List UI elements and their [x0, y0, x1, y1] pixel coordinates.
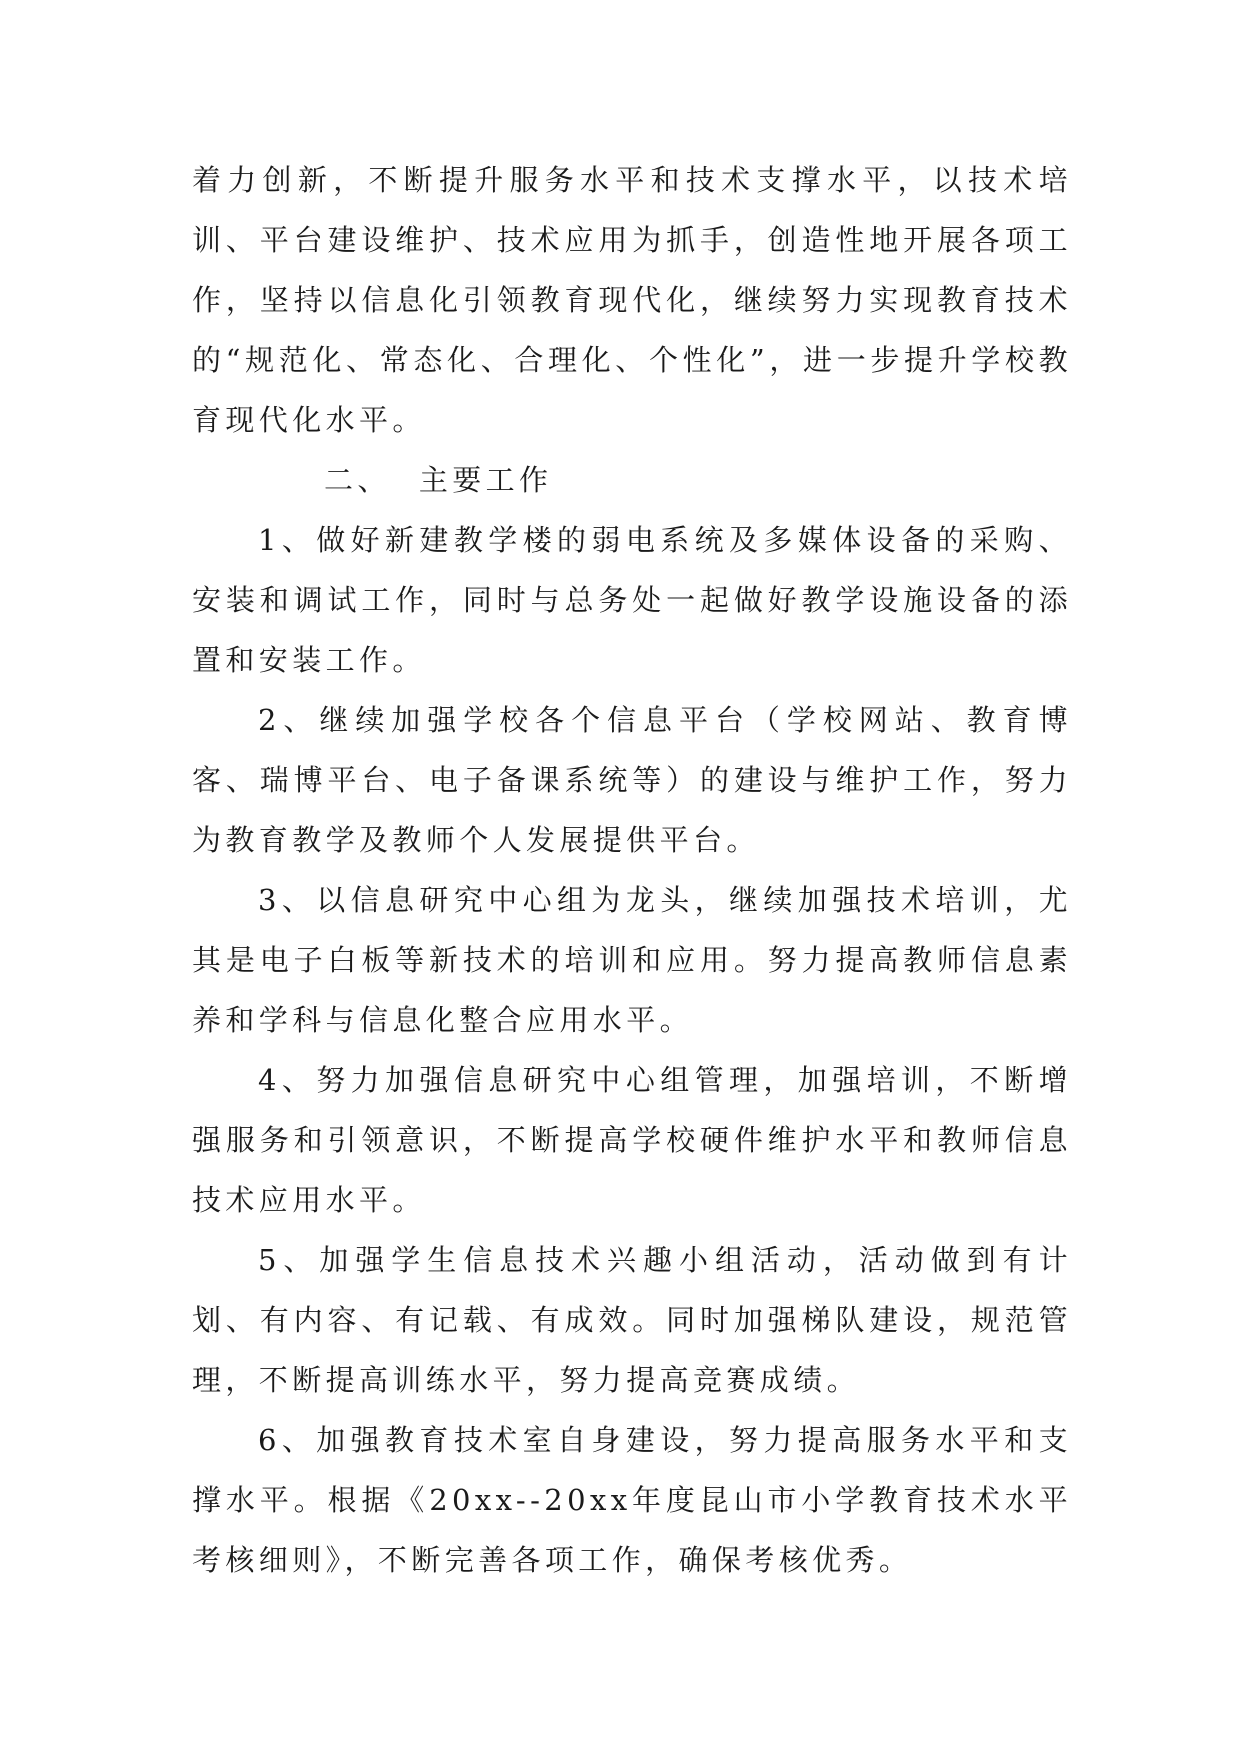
item-5-paragraph: 5、加强学生信息技术兴趣小组活动，活动做到有计划、有内容、有记载、有成效。同时加强梯队建设，规范管理，不断提高训练水平，努力提高竞赛成绩。 — [192, 1243, 1072, 1397]
section-heading — [192, 450, 1072, 510]
section-number: 二、 — [324, 463, 391, 497]
document-body — [192, 150, 1072, 1590]
section-title: 主要工作 — [418, 463, 553, 497]
intro-paragraph: 着力创新，不断提升服务水平和技术支撑水平，以技术培训、平台建设维护、技术应用为抓手，创造性地开展各项工作，坚持以信息化引领教育现代化，继续努力实现教育技术的“规范化、常态化、合理化、个性化”，进一步提升学校教育现代化水平。 — [192, 163, 1072, 437]
item-1-paragraph: 1、做好新建教学楼的弱电系统及多媒体设备的采购、安装和调试工作，同时与总务处一起做好教学设施设备的添置和安装工作。 — [192, 523, 1072, 677]
item-6-paragraph: 6、加强教育技术室自身建设，努力提高服务水平和支撑水平。根据《20xx--20xx年度昆山市小学教育技术水平考核细则》，不断完善各项工作，确保考核优秀。 — [192, 1423, 1072, 1577]
item-2-paragraph: 2、继续加强学校各个信息平台（学校网站、教育博客、瑞博平台、电子备课系统等）的建设与维护工作，努力为教育教学及教师个人发展提供平台。 — [192, 703, 1072, 857]
item-4-paragraph: 4、努力加强信息研究中心组管理，加强培训，不断增强服务和引领意识，不断提高学校硬件维护水平和教师信息技术应用水平。 — [192, 1063, 1072, 1217]
item-3-paragraph: 3、以信息研究中心组为龙头，继续加强技术培训，尤其是电子白板等新技术的培训和应用。努力提高教师信息素养和学科与信息化整合应用水平。 — [192, 883, 1072, 1037]
